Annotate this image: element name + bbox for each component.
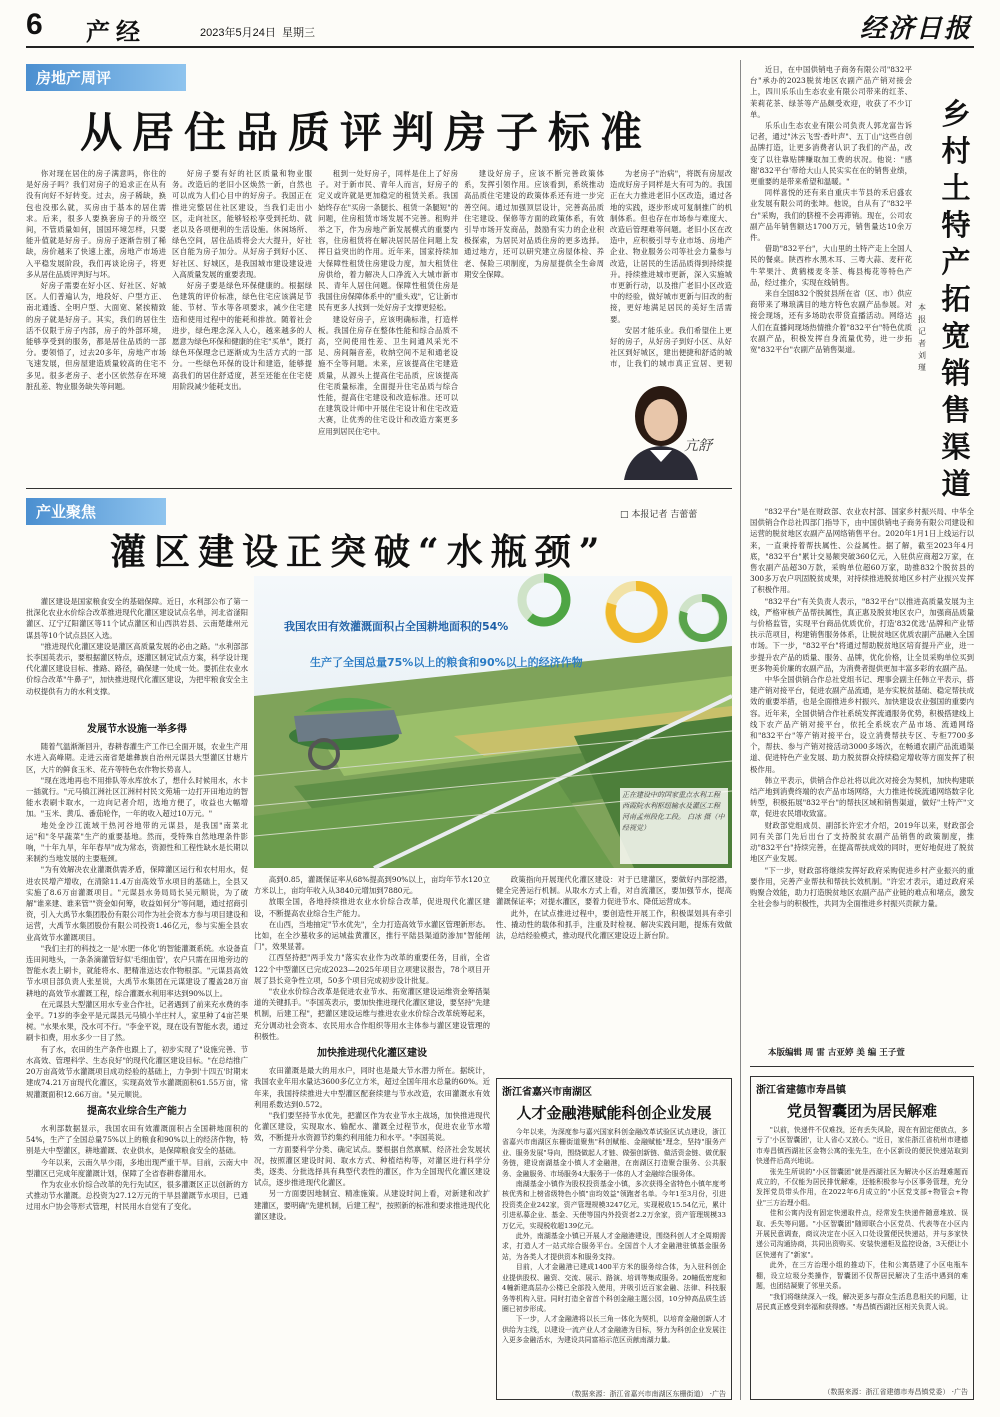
body-paragraph: "832平台"是在财政部、农业农村部、国家乡村振兴局、中华全国供销合作总社四部门指导下，由中国供销电子商务有限公司建设和运营的脱贫地区农副产品网络销售平台。2020年1月1日上线运行以来，一直秉持着帮扶属性、公益属性。据了解，截至2023年4月底，"832平台"累计交易额突破360亿元，入驻供应商超2万家，在售农副产品超30万款，采购单位超60万家，助推832个脱贫县的300多万农户巩固脱贫成果，对持续推进脱贫地区乡村产业振兴发挥了积极作用。 — [750, 507, 974, 595]
masthead-rule — [26, 46, 974, 48]
body-paragraph: 地处金沙江流域干热河谷地带的元谋县，是我国"南菜北运"和"冬早蔬菜"生产的重要基地。然而，受特殊自然地理条件影响，"十年九旱，年年春旱"成为常态，资源性和工程性缺水是长期以来制约当地发展的主要瓶颈。 — [26, 820, 248, 864]
realestate-tag: 房地产周评 — [26, 64, 186, 91]
realestate-column — [26, 168, 166, 484]
industry-intro — [26, 596, 248, 716]
box-paragraph: 今年以来，为深度参与嘉兴国家科创金融改革试验区试点建设，浙江省嘉兴市南湖区东栅街道聚焦"科创赋能、金融赋能"理念，坚持"服务产业、服务发展"导向，围绕做起人才链、做强创新链、做活资金链、做优服务链，建设南湖基金小镇人才金融港，在南湖区打造聚合服务、公共服务、金融服务、市场服务4大服务于一体的人才金融综合服务体。 — [502, 1128, 726, 1178]
subhead-1: 发展节水设施一举多得 — [87, 724, 187, 735]
body-paragraph: 为老房子"治病"，将既有房屋改造成好房子同样是大有可为的。我国正在大力推进老旧小区改造，通过各地的实践，逐步形成可复制推广的机制体系。但也存在市场参与难度大、改造后管理难等问题。老旧小区在改造中，应积极引导专业市场、房地产企业、物业服务公司等社会力量参与改造，让居民的生活品质得到持续提升。持续推进城市更新，深入实施城市更新行动，以及推广老旧小区改造中的经验，做好城市更新与旧改的衔接，更好地满足居民的美好生活需要。 — [610, 169, 732, 324]
box-paragraph: 南湖基金小镇作为股权投资基金小镇，多次获得全省特色小镇年度考核优秀和上榜省级特色小镇"亩均效益"领跑者名单。今年1至3月份，引进投资类企业242家，资产管理规模3247亿元，实现税收15.54亿元，累计引进私募企业、基金、天使等国内外投资者2.2万余家，资产管理规模33万亿元，实现税收超139亿元。 — [502, 1180, 726, 1230]
body-paragraph: 在元谋县大型灌区用水专业合作社，记者遇到了前来充水费的李金平。71岁的李金平是元谋县元马镇小羊庄村人，家里种了4亩芒果树。"水果水果，没水可不行。"李金平说，现在设有智能水表，通过刷卡扣费，用水多少一目了然。 — [26, 999, 248, 1043]
body-paragraph: 中华全国供销合作总社党组书记、理事会副主任韩立平表示，搭建产销对接平台，促进农副产品流通，是夯实脱贫基础、稳定帮扶成效的重要举措，也是全面推进乡村振兴、加快建设农业强国的重要内容。近年来，全国供销合作社系统发挥流通服务优势，积极搭建线上线下农产品产销对接平台，依托全系统农产品市场、流通网络和"832平台"等产销对接平台，设立消费帮扶专区、专柜7700多个，帮扶、参与产销对接活动3000多场次，在畅通农副产品流通渠道、促进特色产业发展、助力脱贫群众持续稳定增收等方面发挥了积极作用。 — [750, 675, 974, 774]
body-paragraph: 好房子要有好的社区质量和物业服务。改造后的老旧小区焕然一新，自然也可以成为人们心目中的好房子。我国正在推进完整居住社区建设，当我们走出小区，走向社区，能够轻松享受到托幼、就老以及各项便利的生活设施。休闲场所、绿色空间，居住品质将会大大提升，好社区自能为房子加分。从好房子到好小区、好社区、好城区，是我国城市建设建设进入高质量发展的重要表现。 — [172, 169, 312, 279]
body-paragraph: 来自全国832个脱贫县所在省（区、市）供应商带来了琳琅满目的地方特色农副产品参展。对接会现场，还有多场助农带货直播活动。网络达人们在直播间现场热情推介着"832平台"特色优质农副产品，积极发挥自身流量优势，进一步拓宽"832平台"农副产品销售渠道。 — [750, 289, 912, 355]
body-paragraph: 高到0.85，灌溉保证率从68%提高到90%以上，亩均年节水120立方米以上，亩均年收入从3840元增加到7880元。 — [254, 875, 490, 896]
subhead-3: 加快推进现代化灌区建设 — [317, 1048, 427, 1060]
industry-col-b — [254, 874, 490, 1400]
issue-date — [200, 24, 315, 40]
author-signature: 亢舒 — [684, 438, 712, 454]
infographic-line1: 我国农田有效灌溉面积占全国耕地面积的54% — [284, 620, 509, 633]
body-paragraph: "现在选地再也不用排队等水库放水了，想什么时候用水，水卡一插就行。"元马镇江洲社区江洲村村民文苑埔一边打开田地边的智能水表刷卡取水，一边向记者介绍，选地方便了，收益也大幅增加。"玉米、黄瓜、番茄轮作，一年的收入超过10万元。" — [26, 775, 248, 819]
box-source — [756, 1387, 968, 1397]
industry-headline: 灌区建设正突破“水瓶颈” — [110, 531, 608, 573]
body-paragraph: 乐乐山生态农业有限公司负责人郭龙富告诉记者，通过"沐云飞雪·香叶声"、五丁山"这些自创品牌打造，让更多消费者认识了我们的产品，改变了以往靠贴牌赚取加工费的状况。他说："感谢'832平台'带给大山人民实实在在的销售业绩，更重要的是带来希望和温暖。" — [750, 121, 912, 187]
box-paragraph: 佳和公寓内没有固定快递取件点，经常发生快递件随意堆放、误取、丢失等问题。"小区智囊团"随即联合小区党员、代表等在小区内开展民意调查，商议决定在小区入口处设置便民快递站，并与多家快递公司沟通协商，共同出资购买、安装快递柜及监控设备，3天便让小区快递有了"新家"。 — [756, 1209, 968, 1259]
body-paragraph: 水利部数据显示，我国农田有效灌溉面积占全国耕地面积的54%，生产了全国总量75%以上的粮食和90%以上的经济作物，特别是大中型灌区，耕地灌溉、农业供水，是保障粮食安全的基础。 — [26, 1123, 248, 1156]
body-paragraph: "832平台"有关负责人表示，"832平台"以推进高质量发展为主线，严格审核产品帮扶属性，真正惠及脱贫地区农户，加强商品质量与价格监管，实现平台商品优质优价，打造'832优选'品牌和产业帮扶示范项目，构建销售服务体系，让脱贫地区优质农副产品融入全国市场。下一步，"832平台"将通过帮助脱贫地区培育提升产业，进一步提升农产品的质量、服务、品牌，优化价格，让全员采购单位买到更多物美价廉的农副产品，为消费者提供更加丰富多彩的农副产品。 — [750, 596, 974, 673]
body-paragraph: 你对现在居住的房子满意吗，你住的是好房子吗？我们对房子的追求正在从有没有向好不好转变。过去，房子稀缺，换包也没那么就，买房由于基本的居住需求。后来，很多人要换套房子的升级空间，不管质量如何，国国环境怎样，只要能升值就是好房子。房房子逐渐告别了稀缺，房价越来了快速上涨，房地产市场进入平稳发展阶段，我们再谈论房子，将更多从居住品质评判好与坏。 — [26, 169, 166, 279]
body-paragraph: 农田灌溉是最大的用水户，同时也是最大节水潜力所在。据统计，我国农业年用水量达3600多亿立方米，超过全国年用水总量的60%。近年来，我国持续推进大中型灌区配套续建与节水改造，农田灌溉水有效利用系数达到0.572。 — [254, 1066, 490, 1109]
infographic-line2: 生产了全国总量75%以上的粮食和90%以上的经济作物 — [310, 656, 583, 669]
ad-mark: ·广告 — [951, 1388, 968, 1396]
body-paragraph: 一方面要科学分类、确定试点。要根据自然禀赋、经济社会发展状况，按照灌区建设时间、取水方式、种植结构等，对灌区进行科学分类，逐类、分批选择具有典型代表性的灌区，作为全国现代化灌区建设试点，逐步推进现代化灌区。 — [254, 1144, 490, 1188]
box-paragraph: 此外，南湖基金小镇已开展人才金融港建设，围绕科创人才全周期需求，打造人才一站式综合服务平台。全国首个人才金融港驻镇基金服务站，为各类人才提供资本和服务支持。 — [502, 1232, 726, 1261]
intro-paragraph: 灌区建设是国家粮食安全的基础保障。近日，水利部公布了第一批深化农业水价综合改革推进现代化灌区建设试点名单，河北省滏阳灌区、辽宁辽阳灌区等11个试点灌区和山西洪岩县、云南楚雄州元谋县等10个试点县区入选。 — [26, 597, 248, 640]
body-paragraph: 作为农业水价综合改革的先行先试区，很多灌溉区正以创新的方式推动节水灌溉。总投资为27.12万元的干旱县灌溉节水项目，已通过用水户协会等形式管理，村民用水自觉有了变化。 — [26, 1179, 248, 1212]
box-paragraph: "我们将继续深入一线，解决更多与群众生活息息相关的问题，让居民真正感受到幸福和获得感。"寿昌镇西湖社区相关负责人说。 — [756, 1292, 968, 1311]
body-paragraph: "为有效解决农业灌溉供需矛盾，保障灌区运行和农村用水，促进农民增产增收，在清除11.4万亩高效节水项目的基础上，全县又实施了8.6万亩灌溉项目。"元谋县水务局局长吴元顺说，为了破解"谁来建、谁来管""资金如何筹，收益如何分"等问题，通过招商引资，引入大禹节水集团股份有限公司作为社会资本方参与项目建设和运营，大禹节水集团股份有限公司投资1.46亿元，参与实施全县农业高效节水灌溉项目。 — [26, 865, 248, 942]
realestate-headline: 从居住品质评判房子标准 — [80, 108, 653, 157]
body-paragraph: 有了水，农田的生产条件也跟上了，初步实现了"设施完善、节水高效、管理科学、生态良好"的现代化灌区建设目标。"在总结推广20万亩高效节水灌溉项目成功经验的基础上，力争到'十四五'时期末建成74.21万亩现代化灌区，实现高效节水灌溉面积61.55万亩，常规灌溉面积12.66万亩。"吴元顺说。 — [26, 1044, 248, 1099]
ad-box-shouchang — [750, 1076, 974, 1400]
source-text: （数据来源：浙江省建德市寿昌镇党委） — [823, 1388, 950, 1396]
photo-caption: 正在建设中的国家重点水利工程西霞院水利枢纽输水及灌区工程河南孟州段化工段。 白冰 摄（中经视觉） — [620, 788, 728, 864]
intro-paragraph: "推进现代化灌区建设是灌区高质量发展的必由之路。"水利部部长李国英表示，要根据灌区特点，逐灌区制定试点方案，科学设计现代化灌区建设目标、推路、路径，确保建一处成一处。要抓住农业水价综合改革"牛鼻子"，加快推进现代化灌区建设，为把牢粮食安全主动权提供有力的水利支撑。 — [26, 641, 248, 696]
body-paragraph: "下一步，财政部将继续发挥好政府采购促进乡村产业振兴的重要作用，完善产业帮扶和帮扶长效机制。"许宏才表示，通过政府采购聚合效能，助力打造脱贫地区农副产品产业链的难点和堵点，激发全社会参与的积极性，共同为全面推进乡村振兴贡献力量。 — [750, 865, 974, 909]
industry-col-a — [26, 718, 248, 1400]
realestate-column — [610, 168, 732, 369]
source-text: （数据来源：浙江省嘉兴市南湖区东栅街道） — [567, 1390, 708, 1398]
body-paragraph: 同样喜悦的还有来自重庆丰节县的禾启盛农业发展有限公司的张坤。他说，自从有了"832平台"采购，我们的脐橙不会再滞销。现在，公司农副产品年销售额达1700万元，销售量达10余万件。 — [750, 188, 912, 243]
body-paragraph: 放眼全国，各地持续推进农业水价综合改革，促进现代化灌区建设，不断提高农业综合生产能力。 — [254, 897, 490, 918]
body-paragraph: 建设好房子，应该不断完善政策体系，发挥引领作用。应该看到，系统推动高品质住宅建设的政策体系还有进一步完善空间。通过加强顶层设计，完善高品质住宅建设、保修等方面的政策体系，有效引导市场开发商品，鼓励有实力的企业积极探索，为居民对品质住房的更多选择。通过地方，还可以研究建立房屋体检、养老、保险三项制度，为房屋提供全生命周期安全保障。 — [464, 169, 604, 279]
realestate-column — [172, 168, 312, 484]
editors-line: 本版编辑 周 雷 古亚婷 美 编 王子萱 — [768, 1048, 905, 1058]
right-vertical-title — [938, 96, 974, 503]
ad-mark: ·广告 — [709, 1390, 726, 1398]
box-paragraph: 目前，人才金融港已建成1400平方米的服务综合体，为入驻科创企业提供股权、融资、交流、展示、路演、培训等集成服务。20幢低密度和4幢新建高层办公楼已全部投入使用，并吸引近百家金融、法律、科技服务等机构入驻。同时打造全省首个科创金融主题公园，10分钟高品质生活圈已初步形成。 — [502, 1263, 726, 1313]
body-paragraph: 建设好房子，应该明确标准，打造样板。我国住房存在整体性能和综合品质不高，空间使用性差、卫生间通风采光不足、房间隔音差，收纳空间不足和通老设施不全等问题。未来，应该提高住宅建造质量，从源头上提高住宅品质，应该提高住宅质量标准，全面提升住宅品质与综合性能，提高住宅建设和改造标准。还可以在建筑设计师中开展住宅设计和住宅改造大赛，让优秀的住宅设计和改造方案更多应用到居民住宅中。 — [318, 314, 458, 436]
body-paragraph: "我们主打的科技之一是'水肥一体化'的智能灌溉系统。水设备直连田间地头，一条条滴灌管好似'毛细血管'，农户只需在田地旁边的智能水表上刷卡，就能将水、肥精准送达农作物根部。"元谋县高效节水项目部负责人张星说，大禹节水集团在元谋建设了覆盖28万亩耕地的高效节水灌溉工程，综合灌溉水利用率达到90%以上。 — [26, 943, 248, 998]
ad-box-nanhu — [496, 1078, 732, 1400]
body-paragraph: 近日，在中国供销电子商务有限公司"832平台"承办的2023脱贫地区农副产品产销对接会上，四川乐乐山生态农业有限公司带来的红茶、茉莉花茶、绿茶等产品颇受欢迎，收获了不少订单。 — [750, 65, 912, 119]
newspaper-logo: 经济日报 — [859, 14, 972, 44]
column-rule — [740, 60, 741, 1400]
body-paragraph: 政策指向开展现代化灌区建设：对于已建灌区，要做好内部挖潜，健全完善运行机制。从取水方式上看，对自流灌区，要加强节水，提高灌溉保证率；对提水灌区，要着力促进节水、降低运营成本。 — [496, 875, 732, 907]
editors-rule — [750, 1066, 974, 1067]
box-place: 浙江省嘉兴市南湖区 — [502, 1087, 592, 1098]
body-paragraph: 租到一处好房子，同样是住上了好房子。对于新市民、青年人而言，好房子的定义或许就是更加稳定的租赁关系。我国始终存在"买房一条腿长、租赁一条腿短"的问题，住房租赁市场发展不完善。租购并举之下，作为房地产新发展模式的重要内容，住房租赁将在解决居民居住问题上发挥日益突出的作用。近年来，国家持续加大保障性租赁住房建设力度，加大租赁住房供给，着力解决人口净流入大城市新市民、青年人居住问题。保障性租赁住房是我国住房保障体系中的"重头戏"，它让新市民有更多人找到一处好房子支撑更轻松。 — [318, 169, 458, 313]
body-paragraph: 另一方面要因地制宜、精准施策。从建设时间上看，对新建和改扩建灌区，要明确"先建机制，后建工程"，按照新的标准和要求推进现代化灌区建设。 — [254, 1189, 490, 1221]
vertical-title-text: 乡村土特产拓宽销售渠道 — [941, 97, 971, 501]
body-paragraph: 韩立平表示，供销合作总社将以此次对接会为契机，加快构建联结产地到消费终端的农产品市场网络，大力推进传统流通网络数字化转型，积极拓展"832平台"的帮扶区域和销售渠道，做好"土特产"文章，促进农民增收致富。 — [750, 775, 974, 819]
author-portrait — [606, 370, 720, 480]
weekday: 星期三 — [281, 27, 315, 39]
box-paragraph: 下一步，人才金融港将以长三角一体化为契机，以培育金融创新人才供给为主线，以建设一流产业人才金融港为目标，努力为科创企业发展注入更多金融活水，为建设共同富裕示范区贡献南湖力量。 — [502, 1315, 726, 1345]
body-paragraph: 此外，在试点推进过程中，要创造性开展工作，积极谋划具有牵引性、撬动性的载体和抓手，注重及时检视、解决实践问题，提炼有效做法，总结经验模式，推动现代化灌区建设迈上新台阶。 — [496, 908, 732, 941]
body-paragraph: 财政部党组成员、副部长许宏才介绍，2019年以来，财政部会同有关部门先后出台了支持脱贫农副产品销售的政策制度，推动"832平台"持续完善，在提高帮扶成效的同时，更好地促进了脱贫地区产业发展。 — [750, 820, 974, 864]
body-paragraph: 好房子需要在好小区、好社区、好城区。人们普遍认为，地段好、户型方正、南北通透、全明户型、大面宽、紧挨精致的房子就是好房子。其实，我们的居住生活不仅限于房子内部，房子的外部环境，能够享受到的服务，都是居住品质的一部分。要领悟了，过去20多年，房地产市场飞速发展，但房屋建造质量较高的住宅不多见。很多老房子、老小区依然存在环境脏乱差、物业服务缺失等问题。 — [26, 281, 166, 391]
right-col-top — [750, 64, 912, 500]
realestate-column — [464, 168, 604, 484]
body-paragraph: 安居才能乐业。我们希望住上更好的房子，从好房子到好小区、从好社区到好城区，建出便捷和舒适的城市，让我们的城市真正宜居、更韧 — [610, 325, 732, 369]
subhead-2: 提高农业综合生产能力 — [87, 1105, 187, 1117]
box-place: 浙江省建德市寿昌镇 — [756, 1085, 846, 1096]
box-paragraph: 张先生所说的"小区智囊团"就是西湖社区为解决小区治理难题而成立的，不仅能为居民排忧解难，还能积极参与小区事务管理，充分发挥党员带头作用，在2022年6月成立的"小区党支部+物管会+物业"三方治理小组。 — [756, 1167, 968, 1207]
realestate-column — [318, 168, 458, 484]
body-paragraph: "农业水价综合改革是促进农业节水、拓宽灌区建设运维资金筹措渠道的关键抓手。"李国英表示，要加快推进现代化灌区建设，要坚持"先建机制，后建工程"，把灌区建设运维与推进农业水价综合改革统筹起来，充分调动社会资本、农民用水合作组织等用水主体参与灌区建设管理的积极性。 — [254, 987, 490, 1041]
body-paragraph: 好房子要是绿色环保健康的。根据绿色建筑的评价标准，绿色住宅应该满足节能、节材、节水等各项要求，减少住宅建造和使用过程中的能耗和排放。随着社会进步，绿色理念深入人心，越来越多的人愿意为绿色环保和健康的住宅"买单"，既打绿色环保理念已逐渐成为生活方式的一部分。一些绿色环保的设计和建造，能够提高我们的居住舒适度，甚至还能在住宅使用阶段减少能耗支出。 — [172, 281, 312, 391]
body-paragraph: 借助"832平台"，大山里的土特产走上全国人民的餐桌。陕西柞水黑木耳、三粤大蒜、麦秆花牛苹果汁、黄鹤楼麦冬茶、梅县梅花等特色产品，经过推介，实现在线销售。 — [750, 244, 912, 287]
industry-tag: 产业聚焦 — [26, 498, 166, 525]
body-paragraph: "我们要坚持节水优先，把灌区作为农业节水主战场，加快推进现代化灌区建设，实现取水、输配水、灌溉全过程节水，促进农业节水增效，不断提升水资源节约集约利用能力和水平。"李国英说。 — [254, 1111, 490, 1143]
page-number: 6 — [26, 8, 43, 41]
box-title: 党员智囊团为居民解难 — [786, 1102, 937, 1120]
industry-byline: □ 本报记者 吉蕾蕾 — [620, 510, 698, 520]
industry-col-c — [496, 874, 732, 1070]
right-author: 本报记者 刘 瑾 — [918, 303, 926, 372]
box-paragraph: "以前，快递件不仅难找，还有丢失风险，现在有固定便放点，多亏了'小区智囊团'，让人省心又放心。"近日，家住浙江省杭州市建德市寿昌镇西湖社区金物公寓的张先生，在小区新设的便民快递站取到快递件后高兴地说。 — [756, 1126, 968, 1166]
body-paragraph: 随着气温渐渐回升，春耕春灌生产工作已全面开展，农业生产用水进入高峰期。走进云南省楚雄彝族自治州元谋县大型灌区甘塘片区，大片的鲜食玉米、花卉等特色农作物长势喜人。 — [26, 742, 248, 774]
box-source — [502, 1389, 726, 1399]
body-paragraph: 在山西，当地抽定"节水优先"，全力打造高效节水灌区管理新形态。比如，在全沙墓收多的运城盐黄灌区，推行平陆县渠道防渗加"智能闸门"，效果显著。 — [254, 919, 490, 952]
date: 2023年5月24日 — [200, 27, 276, 39]
section-name: 产经 — [86, 17, 146, 46]
body-paragraph: 今年以来，云南久旱少雨，多地出现严重干旱。目前，云南大中型灌区已完成年度灌溉计划，保障了全省春耕春灌用水。 — [26, 1157, 248, 1178]
right-col-bottom — [750, 506, 974, 1016]
body-paragraph: 江西坚持把"两手发力"落实农业作为改革的重要任务，目前，全省122个中型灌区已完成2023—2025年项目立项建议报告，78个项目开展了县长竞争性立项，50多个项目完成初步设计批复。 — [254, 953, 490, 985]
box-paragraph: 此外，在三方治理小组的推动下，佳和公寓搭建了小区电瓶车棚，设立垃圾分类操作，智囊团不仅帮居民解决了生活中遇到的难题，也团结凝聚了邻里关系。 — [756, 1261, 968, 1291]
section-divider — [26, 488, 732, 489]
box-title: 人才金融港赋能科创企业发展 — [516, 1104, 712, 1122]
